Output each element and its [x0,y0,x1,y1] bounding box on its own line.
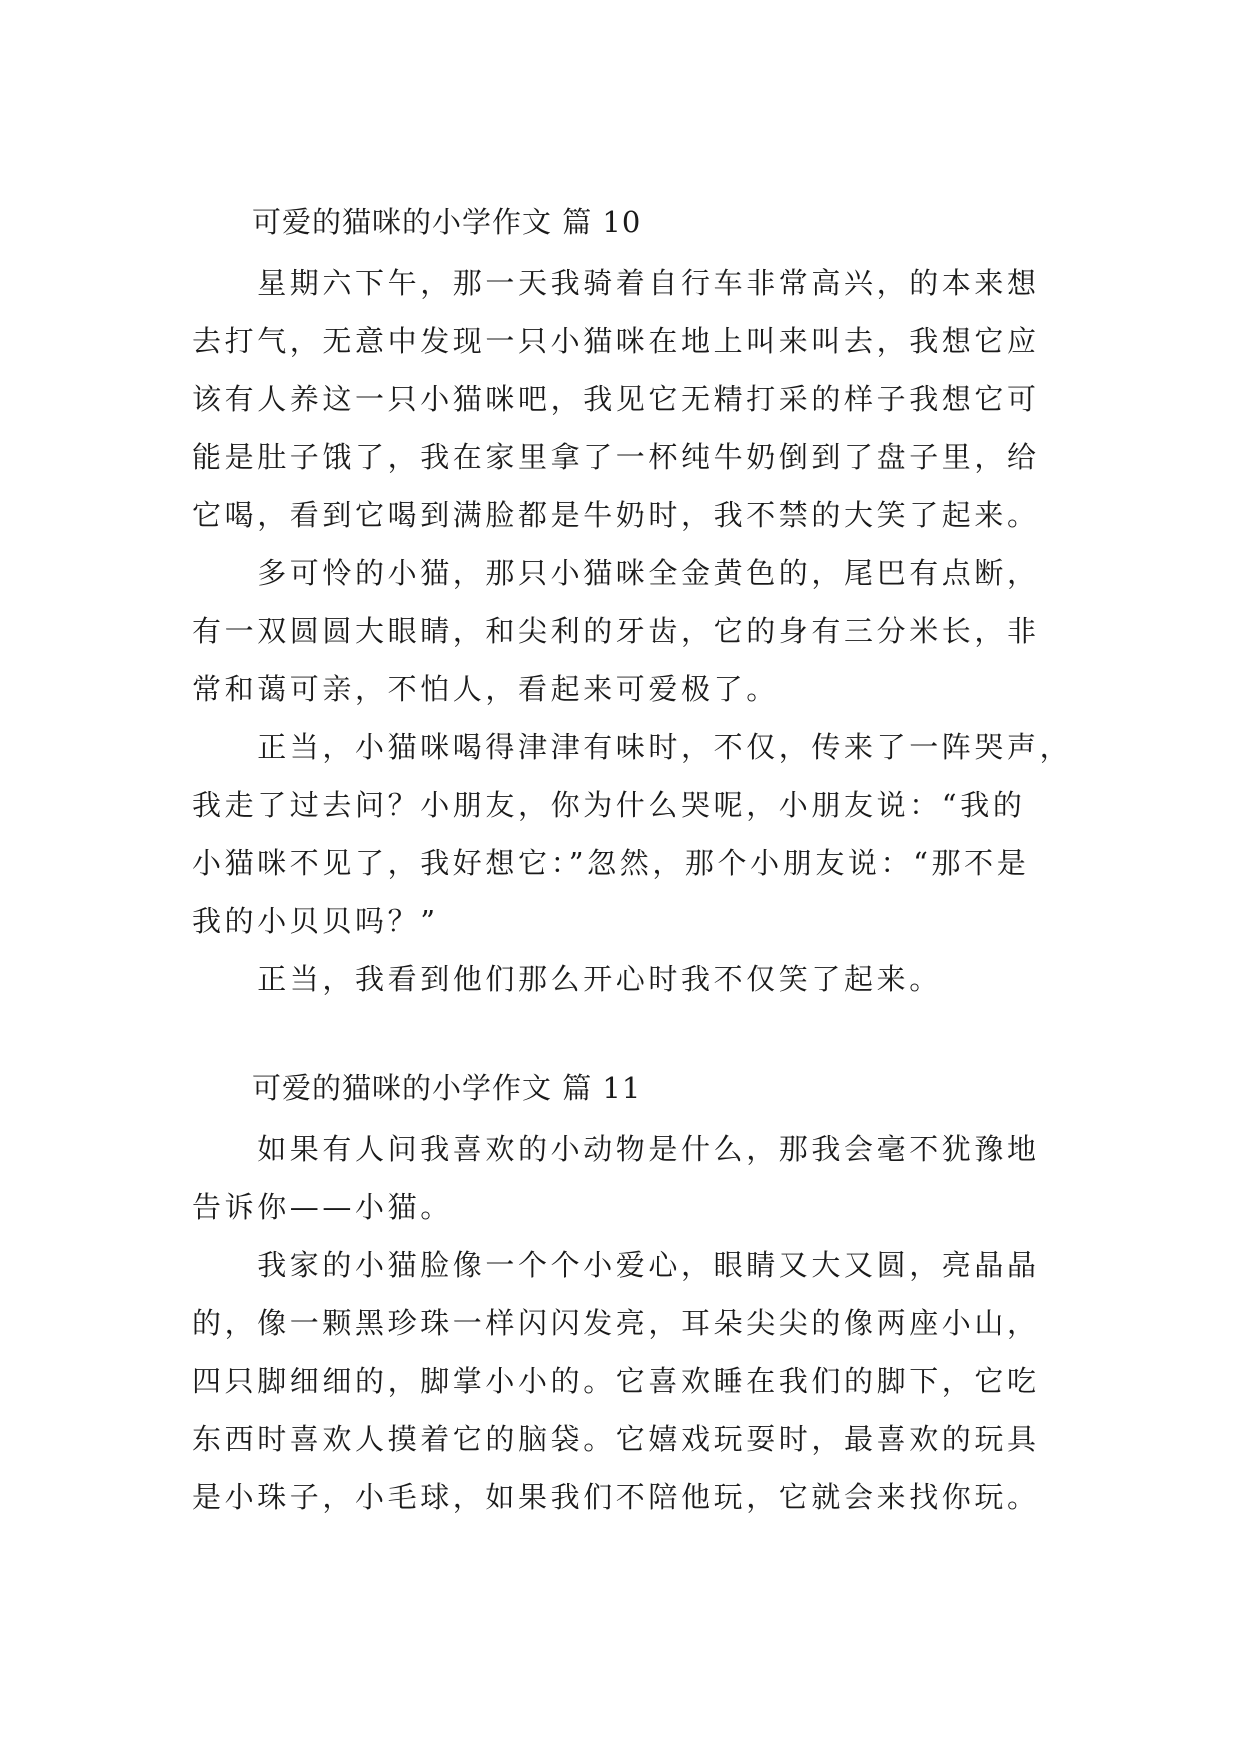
article-11-line: 的，像一颗黑珍珠一样闪闪发亮，耳朵尖尖的像两座小山， [192,1306,1040,1340]
article-10-line: 我走了过去问？小朋友，你为什么哭呢，小朋友说：“我的 [192,788,1026,822]
article-11-title: 可爱的猫咪的小学作文 篇 11 [252,1071,642,1105]
article-10-line: 正当，小猫咪喝得津津有味时，不仅，传来了一阵哭声， [192,730,1073,764]
article-11-line: 东西时喜欢人摸着它的脑袋。它嬉戏玩耍时，最喜欢的玩具 [192,1422,1040,1456]
article-10-line: 我的小贝贝吗？” [192,904,439,938]
article-11-line: 告诉你——小猫。 [192,1190,453,1224]
article-11-line: 如果有人问我喜欢的小动物是什么，那我会毫不犹豫地 [192,1132,1040,1166]
article-10-title: 可爱的猫咪的小学作文 篇 10 [252,205,642,239]
article-10-line: 星期六下午，那一天我骑着自行车非常高兴，的本来想 [192,266,1040,300]
article-10-line: 该有人养这一只小猫咪吧，我见它无精打采的样子我想它可 [192,382,1040,416]
article-10-line: 多可怜的小猫，那只小猫咪全金黄色的，尾巴有点断， [192,556,1040,590]
article-10-line: 正当，我看到他们那么开心时我不仅笑了起来。 [192,962,942,996]
article-10-line: 它喝，看到它喝到满脸都是牛奶时，我不禁的大笑了起来。 [192,498,1040,532]
article-11-line: 是小珠子，小毛球，如果我们不陪他玩，它就会来找你玩。 [192,1480,1040,1514]
article-10-line: 小猫咪不见了，我好想它：”忽然，那个小朋友说：“那不是 [192,846,1030,880]
article-10-line: 能是肚子饿了，我在家里拿了一杯纯牛奶倒到了盘子里，给 [192,440,1040,474]
article-11-line: 四只脚细细的，脚掌小小的。它喜欢睡在我们的脚下，它吃 [192,1364,1040,1398]
article-10-line: 常和蔼可亲，不怕人，看起来可爱极了。 [192,672,779,706]
article-10-line: 有一双圆圆大眼睛，和尖利的牙齿，它的身有三分米长，非 [192,614,1040,648]
article-10-line: 去打气，无意中发现一只小猫咪在地上叫来叫去，我想它应 [192,324,1040,358]
article-11-line: 我家的小猫脸像一个个小爱心，眼睛又大又圆，亮晶晶 [192,1248,1040,1282]
